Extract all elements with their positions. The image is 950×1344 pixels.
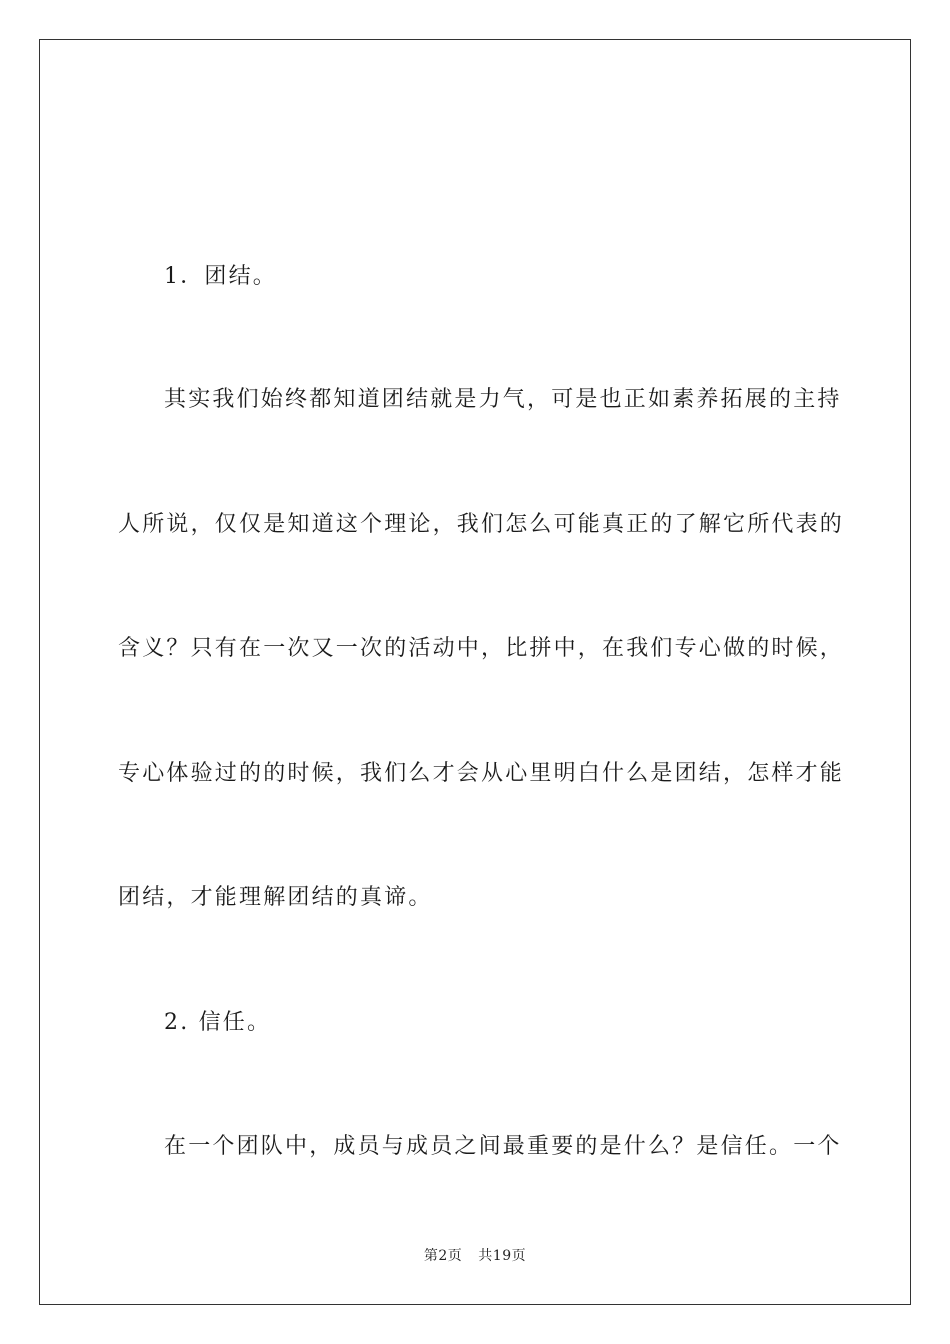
paragraph-line: 人所说，仅仅是知道这个理论，我们怎么可能真正的了解它所代表的 [118,512,845,537]
page-number: 第2页 [423,1248,463,1264]
paragraph-line: 团结，才能理解团结的真谛。 [118,885,433,910]
paragraph-line: 在一个团队中，成员与成员之间最重要的是什么？是信任。一个 [164,1134,842,1159]
paragraph-line: 专心体验过的的时候，我们么才会从心里明白什么是团结，怎样才能 [118,761,845,786]
page-footer [0,1246,950,1266]
paragraph-line: 其实我们始终都知道团结就是力气，可是也正如素养拓展的主持 [164,387,842,412]
paragraph-line: 含义？只有在一次又一次的活动中，比拼中，在我们专心做的时候， [118,636,845,661]
page-total: 共19页 [478,1248,527,1264]
page-border [39,39,911,1305]
section-heading-unity: 1．团结。 [164,264,277,289]
section-heading-trust: 2. 信任。 [164,1010,272,1035]
